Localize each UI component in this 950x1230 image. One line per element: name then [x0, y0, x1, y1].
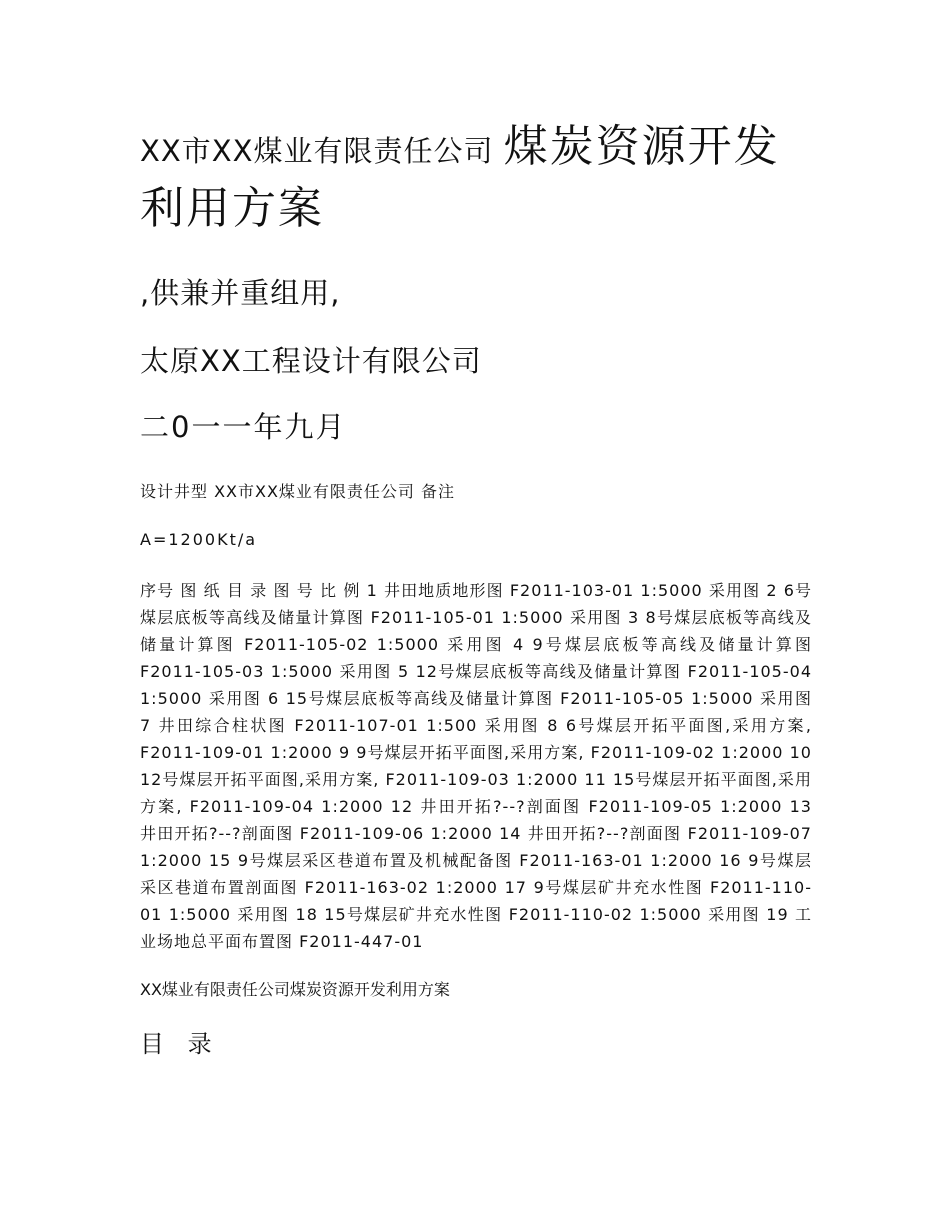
document-running-title: XX煤业有限责任公司煤炭资源开发利用方案 — [140, 980, 450, 999]
title-company: XX市XX煤业有限责任公司 — [140, 134, 494, 168]
design-company: 太原XX工程设计有限公司 — [140, 344, 482, 378]
mine-capacity: A=1200Kt/a — [140, 530, 258, 549]
document-page — [140, 118, 812, 1059]
design-mine-type-line: 设计井型 XX市XX煤业有限责任公司 备注 — [140, 482, 456, 501]
table-of-contents-heading: 目 录 — [140, 1030, 220, 1058]
title-subject: 煤炭资源开发利用方案 — [140, 121, 780, 234]
document-date: 二0一一年九月 — [140, 410, 347, 444]
drawing-list: 序号 图 纸 目 录 图 号 比 例 1 井田地质地形图 F2011-103-01 1:5000 采用图 2 6号煤层底板等高线及储量计算图 F2011-105-01 1:5000 采用图 3 8号煤层底板等高线及储量计算图 F2011-105-02 1:5000 采用图 4 9号煤层底板等高线及储量计算图 F2011-105-03 1:5000 采用图 5 12号煤层底板等高线及储量计算图 F2011-105-04 1:5000 采用图 6 15号煤层底板等高线及储量计算图 F2011-105-05 1:5000 采用图 7 井田综合柱状图 F2011-107-01 1:500 采用图 8 6号煤层开拓平面图,采用方案, F2011-109-01 1:2000 9 9号煤层开拓平面图,采用方案, F2011-109-02 1:2000 10 12号煤层开拓平面图,采用方案, F2011-109-03 1:2000 11 15号煤层开拓平面图,采用方案, F2011-109-04 1:2000 12 井田开拓?--?剖面图 F2011-109-05 1:2000 13 井田开拓?--?剖面图 F2011-109-06 1:2000 14 井田开拓?--?剖面图 F2011-109-07 1:2000 15 9号煤层采区巷道布置及机械配备图 F2011-163-01 1:2000 16 9号煤层采区巷道布置剖面图 F2011-163-02 1:2000 17 9号煤层矿井充水性图 F2011-110-01 1:5000 采用图 18 15号煤层矿井充水性图 F2011-110-02 1:5000 采用图 19 工业场地总平面布置图 F2011-447-01 — [140, 581, 812, 951]
document-title — [140, 118, 812, 241]
document-subtitle: ,供兼并重组用, — [140, 276, 341, 310]
